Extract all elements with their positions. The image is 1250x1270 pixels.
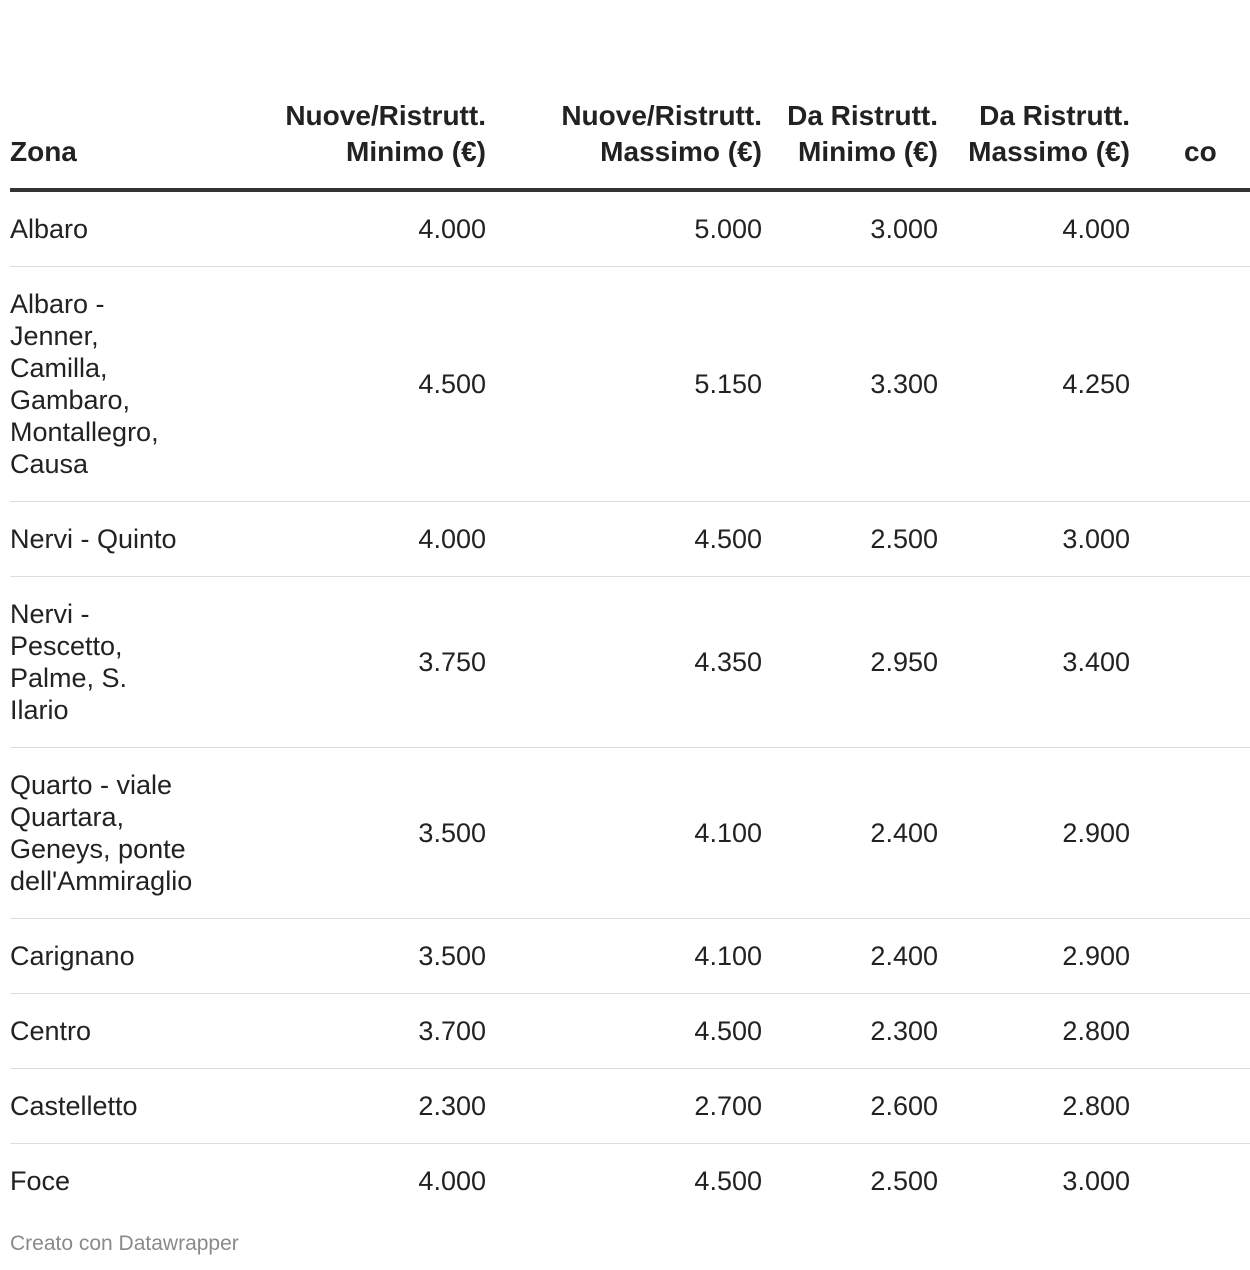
da-min-cell: 3.300: [762, 267, 938, 502]
table-row: [10, 994, 1250, 1069]
zona-cell: Quarto - viale Quartara, Geneys, ponte dell'Ammiraglio: [10, 748, 220, 919]
nuove-max-cell: 4.500: [486, 994, 762, 1069]
partial-column-cell: [1130, 919, 1250, 994]
da-max-cell: 2.900: [938, 919, 1130, 994]
partial-column-cell: [1130, 994, 1250, 1069]
da-min-cell: 3.000: [762, 190, 938, 267]
da-max-cell: 4.000: [938, 190, 1130, 267]
da-max-cell: 4.250: [938, 267, 1130, 502]
column-header-partial[interactable]: co: [1130, 0, 1250, 190]
zona-cell: Centro: [10, 994, 220, 1069]
da-max-cell: 3.400: [938, 577, 1130, 748]
nuove-min-cell: 2.300: [220, 1069, 486, 1144]
table-row: [10, 1144, 1250, 1219]
zona-cell: Nervi - Quinto: [10, 502, 220, 577]
nuove-min-cell: 3.750: [220, 577, 486, 748]
table-row: [10, 577, 1250, 748]
zona-cell: Albaro: [10, 190, 220, 267]
nuove-min-cell: 4.000: [220, 190, 486, 267]
table-row: [10, 267, 1250, 502]
partial-column-cell: [1130, 1144, 1250, 1219]
table-body: [10, 190, 1250, 1218]
nuove-min-cell: 3.700: [220, 994, 486, 1069]
partial-column-cell: [1130, 1069, 1250, 1144]
table-row: [10, 748, 1250, 919]
price-table: [10, 0, 1250, 1218]
da-max-cell: 3.000: [1062, 1166, 1130, 1196]
column-header-nuove-min[interactable]: Nuove/Ristrutt. Minimo (€): [220, 0, 486, 190]
da-max-cell: 2.800: [938, 1069, 1130, 1144]
column-header-da-min[interactable]: Da Ristrutt. Minimo (€): [762, 0, 938, 190]
nuove-max-cell: 4.500: [694, 1166, 762, 1196]
da-min-cell: 2.300: [762, 994, 938, 1069]
nuove-max-cell: 5.150: [486, 267, 762, 502]
da-min-cell: 2.950: [762, 577, 938, 748]
zona-cell: Foce: [10, 1166, 71, 1196]
partial-column-cell: [1130, 748, 1250, 919]
partial-column-cell: [1130, 267, 1250, 502]
column-header-nuove-max[interactable]: Nuove/Ristrutt. Massimo (€): [486, 0, 762, 190]
da-max-cell: 2.800: [938, 994, 1130, 1069]
nuove-max-cell: 4.100: [486, 748, 762, 919]
table-row: [10, 919, 1250, 994]
table-row: [10, 190, 1250, 267]
nuove-max-cell: 4.500: [486, 502, 762, 577]
da-max-cell: 3.000: [938, 502, 1130, 577]
zona-cell: Carignano: [10, 919, 220, 994]
partial-column-cell: [1130, 502, 1250, 577]
nuove-max-cell: 5.000: [486, 190, 762, 267]
nuove-min-cell: 3.500: [220, 748, 486, 919]
da-min-cell: 2.600: [762, 1069, 938, 1144]
da-min-cell: 2.400: [762, 919, 938, 994]
partial-column-cell: [1130, 577, 1250, 748]
nuove-max-cell: 4.100: [486, 919, 762, 994]
table-row: [10, 1069, 1250, 1144]
nuove-max-cell: 2.700: [486, 1069, 762, 1144]
header-row: [10, 0, 1250, 190]
footer-credit[interactable]: Creato con Datawrapper: [10, 1232, 239, 1255]
zona-cell: Castelletto: [10, 1069, 220, 1144]
nuove-min-cell: 4.500: [220, 267, 486, 502]
nuove-min-cell: 4.000: [220, 502, 486, 577]
da-min-cell: 2.500: [870, 1166, 938, 1196]
zona-cell: Albaro - Jenner, Camilla, Gambaro, Montallegro, Causa: [10, 267, 220, 502]
zona-cell: Nervi - Pescetto, Palme, S. Ilario: [10, 577, 220, 748]
nuove-min-cell: 3.500: [220, 919, 486, 994]
nuove-min-cell: 4.000: [418, 1166, 486, 1196]
table-container: [10, 0, 1217, 1218]
da-max-cell: 2.900: [938, 748, 1130, 919]
da-min-cell: 2.400: [762, 748, 938, 919]
nuove-max-cell: 4.350: [486, 577, 762, 748]
column-header-da-max[interactable]: Da Ristrutt. Massimo (€): [938, 0, 1130, 190]
table-row: [10, 502, 1250, 577]
partial-column-cell: [1130, 190, 1250, 267]
da-min-cell: 2.500: [762, 502, 938, 577]
column-header-zona[interactable]: Zona: [10, 0, 220, 190]
